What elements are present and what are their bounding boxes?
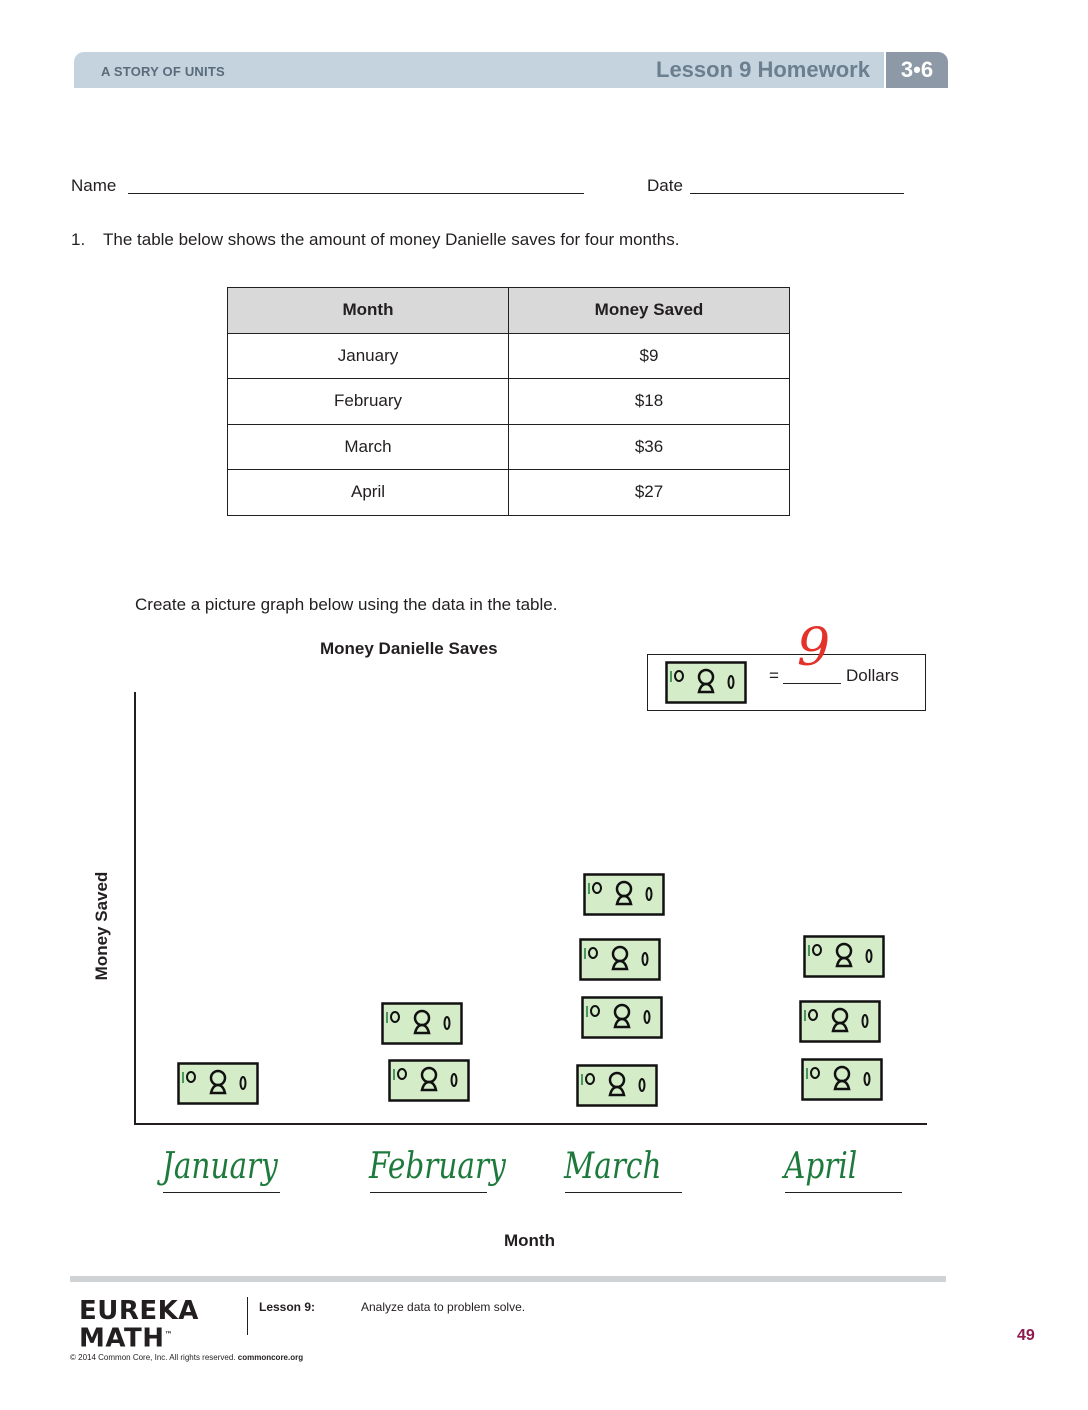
month-cell: February <box>228 379 509 425</box>
footer-lesson-description: Analyze data to problem solve. <box>361 1300 526 1314</box>
dollar-bill-icon <box>177 1062 259 1105</box>
chart-title: Money Danielle Saves <box>320 639 498 658</box>
module-number: 3•6 <box>886 52 948 88</box>
copyright-text: © 2014 Common Core, Inc. All rights reserved. <box>70 1353 236 1362</box>
copyright <box>70 1353 303 1362</box>
amount-cell: $27 <box>509 470 790 516</box>
series-title: A STORY OF UNITS <box>101 64 225 79</box>
instruction-text: Create a picture graph below using the data in the table. <box>135 595 558 614</box>
y-axis <box>134 692 136 1125</box>
footer-divider <box>70 1276 946 1282</box>
x-axis-label: Month <box>504 1231 555 1250</box>
dollar-bill-icon <box>583 873 665 916</box>
key-unit: Dollars <box>846 666 899 685</box>
table-row <box>228 470 790 516</box>
date-label: Date <box>647 176 683 195</box>
logo-line1: EUREKA <box>79 1296 199 1326</box>
question-number: 1. <box>71 230 86 249</box>
dollar-bill-icon <box>581 996 663 1039</box>
lesson-title: Lesson 9 Homework <box>656 57 870 82</box>
key-equals: = <box>769 666 779 685</box>
dollar-bill-icon <box>579 938 661 981</box>
footer-lesson-label: Lesson 9: <box>259 1300 316 1314</box>
key-value: 9 <box>797 618 831 678</box>
category-answer-line[interactable] <box>163 1192 280 1193</box>
dollar-bill-icon <box>799 1000 881 1043</box>
dollar-bill-icon <box>381 1002 463 1045</box>
key-blank-line[interactable] <box>783 683 841 684</box>
dollar-bill-icon <box>803 935 885 978</box>
dollar-bill-icon <box>576 1064 658 1107</box>
amount-cell: $36 <box>509 424 790 470</box>
amount-cell: $9 <box>509 333 790 379</box>
category-label: April <box>784 1146 858 1187</box>
column-header: Money Saved <box>509 288 790 334</box>
category-answer-line[interactable] <box>370 1192 487 1193</box>
logo-trademark: ™ <box>164 1330 173 1339</box>
month-cell: April <box>228 470 509 516</box>
table-row <box>228 379 790 425</box>
money-table <box>227 287 790 516</box>
category-label: January <box>162 1146 278 1187</box>
question-text: The table below shows the amount of money Danielle saves for four months. <box>103 230 680 249</box>
table-row <box>228 333 790 379</box>
dollar-bill-icon <box>388 1059 470 1102</box>
month-cell: January <box>228 333 509 379</box>
table-header-row <box>228 288 790 334</box>
copyright-site: commoncore.org <box>237 1353 304 1362</box>
date-field[interactable] <box>690 193 904 194</box>
name-label: Name <box>71 176 117 195</box>
footer-separator <box>247 1297 248 1335</box>
category-answer-line[interactable] <box>565 1192 682 1193</box>
category-answer-line[interactable] <box>785 1192 902 1193</box>
eureka-math-logo <box>79 1296 199 1354</box>
page-number: 49 <box>1017 1327 1035 1344</box>
column-header: Month <box>228 288 509 334</box>
category-label: March <box>564 1146 662 1187</box>
month-cell: March <box>228 424 509 470</box>
dollar-bill-icon <box>801 1058 883 1101</box>
table-row <box>228 424 790 470</box>
y-axis-label: Money Saved <box>92 871 111 981</box>
name-field[interactable] <box>128 193 584 194</box>
logo-line2: MATH <box>79 1323 165 1354</box>
x-axis <box>134 1123 927 1125</box>
category-label: February <box>369 1146 506 1187</box>
dollar-bill-icon <box>665 661 747 704</box>
amount-cell: $18 <box>509 379 790 425</box>
